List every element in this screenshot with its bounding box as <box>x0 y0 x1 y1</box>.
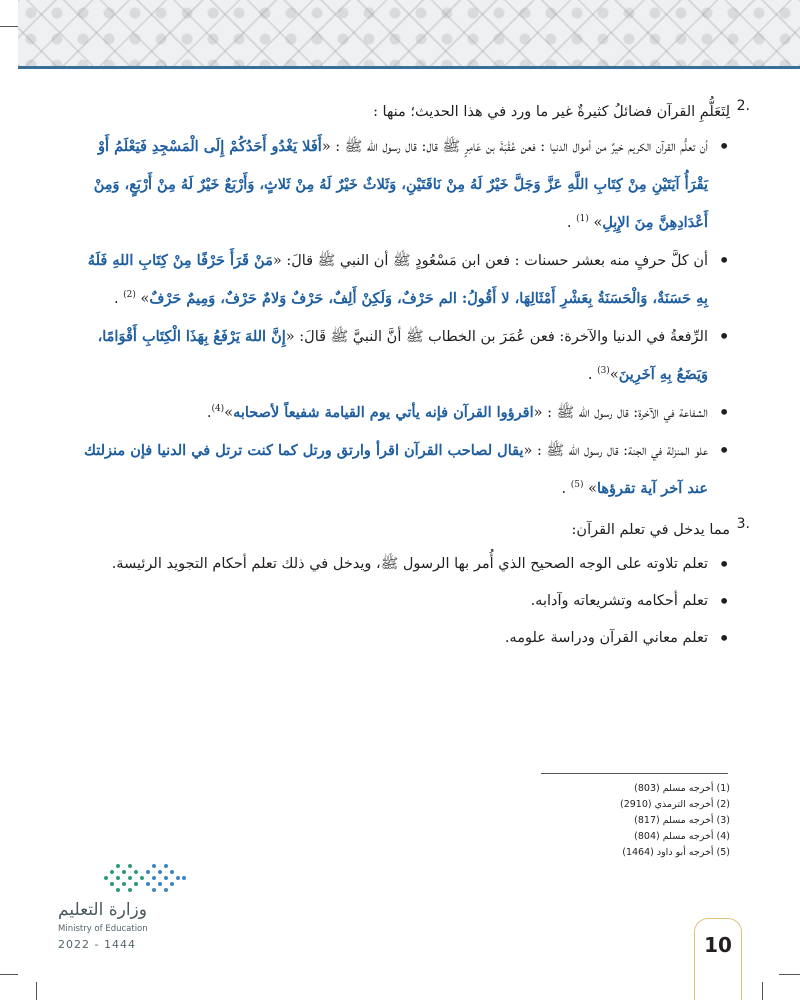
bullet-lead-text: علو المنزلة في الجنة: قال رسول الله ﷺ : « <box>523 443 708 459</box>
header-pattern-band <box>18 0 800 66</box>
footnote: (1) أخرجه مسلم (803) <box>634 783 730 794</box>
section-intro: لِتَعَلُّمِ القرآن فضائلُ كثيرةٌ غير ما ورد في هذا الحديث؛ منها : <box>373 104 730 120</box>
footnote-rule <box>541 773 728 774</box>
footnote: (2) أخرجه الترمذي (2910) <box>619 799 730 810</box>
quote-close: » <box>140 291 150 307</box>
quote-close: » <box>609 367 619 383</box>
virtues-list <box>80 128 730 508</box>
bullet-lead-text: أن تعلُّم القرآن الكريم خيرٌ من أموال الدنيا : فعن عُقْبَةَ بن عَامِرٍ ﷺ قال: قال رسول الله ﷺ : « <box>321 139 708 155</box>
sentence-end: . <box>561 481 567 497</box>
ministry-logo <box>58 860 198 960</box>
crop-mark <box>762 982 763 1000</box>
logo-english-text: Ministry of Education <box>58 924 148 934</box>
page-content <box>80 98 750 657</box>
hadith-text: اقرؤوا القرآن فإنه يأتي يوم القيامة شفيعاً لأصحابه <box>233 404 534 421</box>
sentence-end: . <box>566 215 572 231</box>
list-item: • تعلم معاني القرآن ودراسة علومه. <box>80 620 708 657</box>
quote-close: » <box>224 405 234 421</box>
crop-mark <box>779 974 800 975</box>
logo-arabic-text: وزارة التعليم <box>58 900 147 920</box>
page-number-tab <box>694 918 742 1000</box>
page-number: 10 <box>704 933 732 957</box>
crop-mark <box>36 982 37 1000</box>
section-intro: مما يدخل في تعلم القرآن: <box>571 522 730 538</box>
quote-close: » <box>588 481 597 497</box>
list-item: • أن كلَّ حرفٍ منه بعشر حسنات : فعن ابن مَسْعُودٍ ﷺ أن النبي ﷺ قالَ: «مَنْ قَرَأَ حَرْفًا مِنْ كِتَابِ اللهِ فَلَهُ بِهِ حَسَنَةٌ، وَالْحَسَنَةُ بِعَشْرِ أَمْثَالِهَا، لا أَقُولُ: الم حَرْفٌ، وَلَكِنْ أَلِفٌ، حَرْفٌ وَلامٌ حَرْفٌ، وَمِيمٌ حَرْفٌ» $^{(2)}$ . <box>80 242 708 318</box>
list-item: • تعلم تلاوته على الوجه الصحيح الذي أُمر بها الرسول ﷺ، ويدخل في ذلك تعلم أحكام التجويد الرئيسة. <box>80 546 708 583</box>
logo-year: 2022 - 1444 <box>58 938 136 951</box>
quote-close: » <box>593 215 603 231</box>
list-item: • علو المنزلة في الجنة: قال رسول الله ﷺ : «يقال لصاحب القرآن اقرأ وارتق ورتل كما كنت ترتل في الدنيا فإن منزلتك عند آخر آية تقرؤها» $^{(5)}$ . <box>80 432 708 508</box>
crop-mark <box>0 974 18 975</box>
sentence-end: . <box>587 367 593 383</box>
hadith-text: مَنْ قَرَأَ حَرْفًا مِنْ كِتَابِ اللهِ فَلَهُ بِهِ حَسَنَةٌ، وَالْحَسَنَةُ بِعَشْرِ أَمْثَالِهَا، لا أَقُولُ: الم حَرْفٌ، وَلَكِنْ أَلِفٌ، حَرْفٌ وَلامٌ حَرْفٌ، وَمِيمٌ حَرْفٌ <box>87 252 708 307</box>
crop-mark <box>0 26 18 27</box>
hadith-text: يقال لصاحب القرآن اقرأ وارتق ورتل كما كنت ترتل في الدنيا فإن منزلتك عند آخر آية تقرؤها <box>84 442 708 497</box>
footnote: (3) أخرجه مسلم (817) <box>634 815 730 826</box>
list-item: • أن تعلُّم القرآن الكريم خيرٌ من أموال الدنيا : فعن عُقْبَةَ بن عَامِرٍ ﷺ قال: قال رسول الله ﷺ : «أَفَلا يَغْدُو أَحَدُكُمْ إِلَى الْمَسْجِدِ فَيَعْلَمُ أَوْ يَقْرَأُ آيَتَيْنِ مِنْ كِتَابِ اللَّهِ عَزَّ وَجَلَّ خَيْرٌ لَهُ مِنْ نَاقَتَيْنِ، وَثَلاثٌ خَيْرٌ لَهُ مِنْ ثَلاثٍ، وَأَرْبَعٌ خَيْرٌ لَهُ مِنْ أَرْبَعٍ، وَمِنْ أَعْدَادِهِنَّ مِنَ الإِبِلِ» $^{(1)}$ . <box>80 128 708 242</box>
header-rule <box>18 66 800 69</box>
section-number: 3. <box>736 516 750 532</box>
learning-list <box>80 546 730 657</box>
list-item: • الشفاعة في الآخرة: قال رسول الله ﷺ : «اقرؤوا القرآن فإنه يأتي يوم القيامة شفيعاً لأصحابه»$^{(4)}$. <box>80 394 708 432</box>
footnote: (4) أخرجه مسلم (804) <box>634 831 730 842</box>
section-number: 2. <box>736 98 750 114</box>
list-item: • تعلم أحكامه وتشريعاته وآدابه. <box>80 583 708 620</box>
sentence-end: . <box>206 405 212 421</box>
list-item: • الرِّفعةُ في الدنيا والآخرة: فعن عُمَرَ بن الخطاب ﷺ أنَّ النبيَّ ﷺ قَالَ: «إِنَّ اللهَ يَرْفَعُ بِهَذَا الْكِتَابِ أَقْوَامًا، وَيَضَعُ بِهِ آخَرِينَ»$^{(3)}$ . <box>80 318 708 394</box>
hadith-text: أَفَلا يَغْدُو أَحَدُكُمْ إِلَى الْمَسْجِدِ فَيَعْلَمُ أَوْ يَقْرَأُ آيَتَيْنِ مِنْ كِتَابِ اللَّهِ عَزَّ وَجَلَّ خَيْرٌ لَهُ مِنْ نَاقَتَيْنِ، وَثَلاثٌ خَيْرٌ لَهُ مِنْ ثَلاثٍ، وَأَرْبَعٌ خَيْرٌ لَهُ مِنْ أَرْبَعٍ، وَمِنْ أَعْدَادِهِنَّ مِنَ الإِبِلِ <box>93 138 708 231</box>
bullet-lead-text: الرِّفعةُ في الدنيا والآخرة: فعن عُمَرَ بن الخطاب ﷺ أنَّ النبيَّ ﷺ قَالَ: « <box>285 329 708 345</box>
sentence-end: . <box>113 291 119 307</box>
footnote: (5) أخرجه أبو داود (1464) <box>622 847 730 858</box>
bullet-lead-text: الشفاعة في الآخرة: قال رسول الله ﷺ : « <box>533 405 708 421</box>
section-3 <box>80 516 750 657</box>
footnotes <box>480 781 730 861</box>
bullet-lead-text: أن كلَّ حرفٍ منه بعشر حسنات : فعن ابن مَسْعُودٍ ﷺ أن النبي ﷺ قالَ: « <box>272 253 708 269</box>
section-2 <box>80 98 750 508</box>
logo-dots-icon <box>100 860 190 896</box>
hadith-text: إِنَّ اللهَ يَرْفَعُ بِهَذَا الْكِتَابِ أَقْوَامًا، وَيَضَعُ بِهِ آخَرِينَ <box>97 328 708 383</box>
